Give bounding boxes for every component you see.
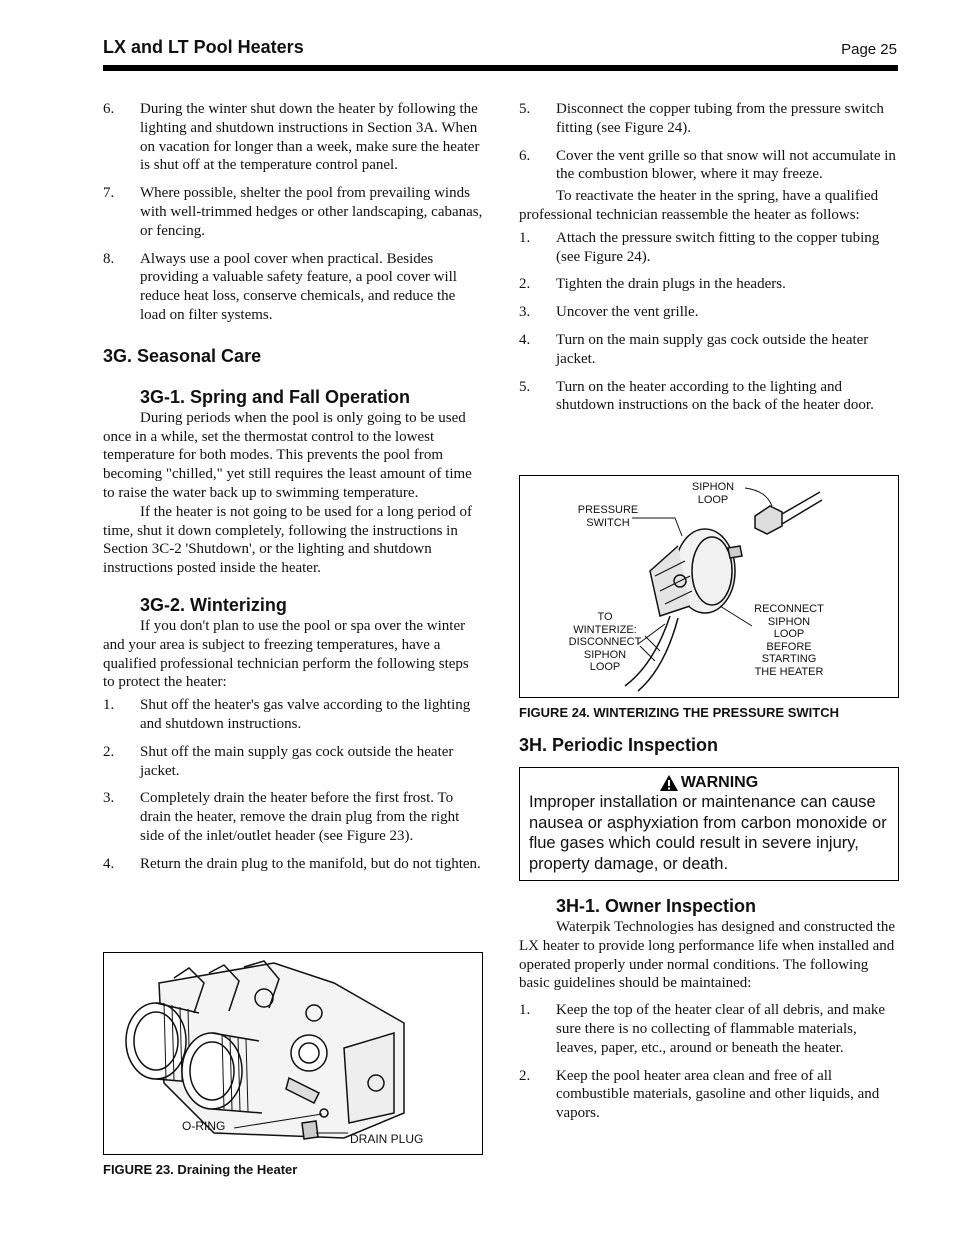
list-item — [519, 275, 899, 294]
list-text: Completely drain the heater before the first frost. To drain the heater, remove the drain plug from the right side of the inlet/outlet header (see Figure 23). — [140, 790, 460, 844]
list-text: Shut off the main supply gas cock outside the heater jacket. — [140, 743, 454, 779]
list-item — [519, 331, 899, 369]
list-item — [103, 855, 483, 874]
figure-label-oring: O-RING — [182, 1119, 226, 1133]
list-number: 8. — [103, 250, 115, 267]
list-item — [519, 1001, 899, 1057]
list-number: 3. — [103, 790, 115, 807]
list-text: Cover the vent grille so that snow will not accumulate in the combustion blower, where it may freeze. — [556, 147, 896, 183]
list-number: 5. — [519, 378, 531, 395]
figure-23-frame — [103, 952, 483, 1155]
figure-24-caption: FIGURE 24. WINTERIZING THE PRESSURE SWITCH — [519, 705, 839, 720]
list-item — [103, 100, 483, 175]
section-heading-3h1: 3H-1. Owner Inspection — [556, 896, 757, 916]
list-text: Where possible, shelter the pool from prevailing winds with well-trimmed hedges or other landscaping, cabanas, or fencing. — [140, 185, 483, 239]
page-header-title: LX and LT Pool Heaters — [103, 37, 304, 57]
list-item — [103, 696, 483, 734]
list-text: Turn on the heater according to the lighting and shutdown instructions on the back of the heater door. — [556, 378, 874, 414]
heater-header-drawing — [104, 953, 482, 1154]
list-item — [519, 229, 899, 267]
warning-box — [519, 767, 899, 881]
list-number: 6. — [519, 147, 531, 164]
list-item — [103, 184, 483, 240]
left-column — [103, 100, 483, 883]
list-number: 1. — [519, 1002, 531, 1019]
list-text: Shut off the heater's gas valve according to the lighting and shutdown instructions. — [140, 697, 471, 732]
figure-23-caption: FIGURE 23. Draining the Heater — [103, 1162, 298, 1177]
list-text: Turn on the main supply gas cock outside the heater jacket. — [556, 331, 869, 367]
figure-label-to-winterize: TO WINTERIZE: DISCONNECT SIPHON LOOP — [568, 611, 642, 673]
warning-text: Improper installation or maintenance can cause nausea or asphyxiation from carbon monoxide or flue gases which could result in severe injury, property damage, or death. — [529, 793, 887, 873]
list-item — [103, 743, 483, 781]
list-text: During the winter shut down the heater by following the lighting and shutdown instructions in Section 3A. When on vacation for longer than a week, make sure the heater is shut off at the temperature control panel. — [140, 101, 480, 174]
section-heading-3h: 3H. Periodic Inspection — [519, 735, 719, 755]
paragraph: During periods when the pool is only going to be used once in a while, set the thermostat control to the lowest temperature for both modes. This prevents the pool from becoming "chilled," yet still requires the least amount of time to raise the water back up to swimming temperature. — [103, 409, 472, 501]
figure-label-siphon-loop: SIPHON LOOP — [691, 481, 735, 506]
list-number: 2. — [519, 276, 531, 293]
list-number: 4. — [519, 331, 531, 348]
list-item — [519, 100, 899, 138]
list-item — [103, 250, 483, 325]
list-number: 5. — [519, 101, 531, 117]
list-number: 1. — [103, 697, 115, 714]
figure-24 — [519, 475, 899, 720]
figure-label-drain-plug: DRAIN PLUG — [350, 1132, 424, 1146]
section-3h1 — [519, 896, 899, 1132]
list-number: 6. — [103, 101, 115, 117]
list-text: Tighten the drain plugs in the headers. — [556, 276, 786, 293]
paragraph: To reactivate the heater in the spring, have a qualified professional technician reassemble the heater as follows: — [519, 188, 879, 223]
figure-label-reconnect: RECONNECT SIPHON LOOP BEFORE STARTING THE HEATER — [754, 603, 824, 678]
right-column — [519, 100, 899, 424]
warning-title: WARNING — [680, 774, 759, 791]
list-number: 4. — [103, 855, 115, 872]
paragraph: If the heater is not going to be used for a long period of time, shut it down completely, following the instructions in Section 3C-2 'Shutdown', or the lighting and shutdown instructions posted inside the heater. — [103, 503, 472, 577]
figure-24-frame — [519, 475, 899, 698]
paragraph: Waterpik Technologies has designed and constructed the LX heater to provide long performance life when installed and operated properly under normal conditions. The following basic guidelines should be maintained: — [519, 919, 896, 992]
list-text: Attach the pressure switch fitting to the copper tubing (see Figure 24). — [556, 229, 880, 265]
list-text: Disconnect the copper tubing from the pressure switch fitting (see Figure 24). — [556, 101, 884, 136]
list-item — [519, 147, 899, 185]
section-heading-3g: 3G. Seasonal Care — [103, 345, 262, 366]
page-number: Page 25 — [841, 41, 897, 58]
paragraph: If you don't plan to use the pool or spa over the winter and your area is subject to freezing temperatures, have a qualified professional technician perform the following steps to protect the heater: — [103, 617, 469, 691]
list-number: 2. — [103, 743, 115, 760]
list-item — [519, 378, 899, 416]
list-item — [103, 789, 483, 845]
warning-heading — [529, 774, 888, 792]
section-heading-3g2: 3G-2. Winterizing — [140, 594, 287, 615]
list-text: Keep the pool heater area clean and free of all combustible materials, gasoline and other liquids, and vapors. — [556, 1067, 880, 1122]
list-text: Keep the top of the heater clear of all debris, and make sure there is no collecting of flammable materials, leaves, paper, etc., around or beneath the heater. — [556, 1002, 886, 1056]
warning-triangle-icon — [659, 774, 679, 792]
header-rule — [103, 65, 898, 71]
figure-23 — [103, 952, 483, 1177]
list-number: 7. — [103, 185, 115, 202]
list-text: Always use a pool cover when practical. Besides providing a valuable safety feature, a pool cover will reduce heat loss, conserve chemicals, and reduce the load on filter systems. — [140, 250, 457, 323]
section-3h — [519, 735, 899, 881]
figure-label-pressure-switch: PRESSURE SWITCH — [577, 504, 639, 529]
list-item — [519, 1067, 899, 1123]
list-number: 3. — [519, 304, 531, 321]
list-text: Uncover the vent grille. — [556, 304, 699, 321]
list-number: 2. — [519, 1067, 531, 1084]
list-item — [519, 303, 899, 322]
list-number: 1. — [519, 229, 531, 246]
section-heading-3g1: 3G-1. Spring and Fall Operation — [140, 386, 411, 407]
list-text: Return the drain plug to the manifold, but do not tighten. — [140, 855, 481, 872]
